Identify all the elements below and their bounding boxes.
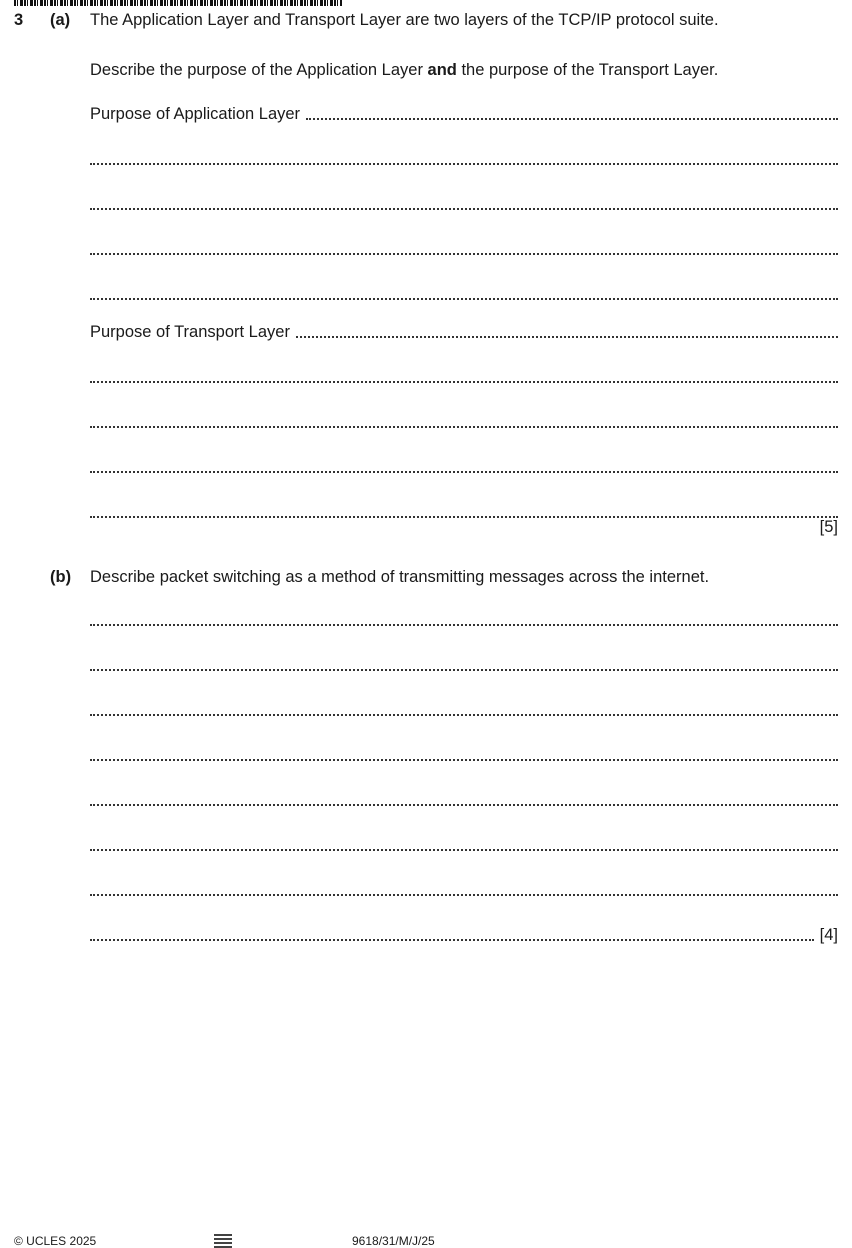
instruction-bold-and: and xyxy=(427,61,457,79)
part-b-answer-line-5[interactable] xyxy=(90,790,838,810)
footer-paper-code: 9618/31/M/J/25 xyxy=(352,1234,435,1248)
dotted-line xyxy=(90,804,838,806)
transport-layer-answer-line-1[interactable] xyxy=(90,322,838,342)
transport-layer-answer-line-2[interactable] xyxy=(90,367,838,387)
part-b-marks: [4] xyxy=(819,926,838,944)
dotted-line xyxy=(90,759,838,761)
dotted-line xyxy=(90,516,838,518)
part-b-answer-line-1[interactable] xyxy=(90,610,838,630)
footer-qr-code xyxy=(214,1232,232,1248)
part-a-intro: The Application Layer and Transport Layer are two layers of the TCP/IP protocol suite. xyxy=(90,11,719,29)
part-b-label: (b) xyxy=(50,568,72,586)
footer-copyright: © UCLES 2025 xyxy=(14,1234,97,1248)
part-b-answer-line-8[interactable] xyxy=(90,925,838,945)
dotted-line xyxy=(90,208,838,210)
part-b-answer-line-3[interactable] xyxy=(90,700,838,720)
part-b-prompt: Describe packet switching as a method of transmitting messages across the internet. xyxy=(90,568,710,586)
part-b-answer-line-6[interactable] xyxy=(90,835,838,855)
dotted-line xyxy=(90,624,838,626)
part-b-answer-line-4[interactable] xyxy=(90,745,838,765)
transport-layer-label: Purpose of Transport Layer xyxy=(90,323,290,341)
dotted-line xyxy=(90,253,838,255)
app-layer-answer-line-4[interactable] xyxy=(90,239,838,259)
dotted-line xyxy=(90,163,838,165)
app-layer-answer-line-3[interactable] xyxy=(90,194,838,214)
transport-layer-answer-line-5[interactable] xyxy=(90,502,838,522)
part-b-answer-line-7[interactable] xyxy=(90,880,838,900)
part-b-answer-line-2[interactable] xyxy=(90,655,838,675)
dotted-line xyxy=(90,714,838,716)
dotted-line xyxy=(90,471,838,473)
question-number: 3 xyxy=(14,11,24,29)
dotted-line xyxy=(296,336,838,338)
dotted-line xyxy=(90,381,838,383)
transport-layer-answer-line-4[interactable] xyxy=(90,457,838,477)
dotted-line xyxy=(90,894,838,896)
dotted-line xyxy=(90,426,838,428)
instruction-text-start: Describe the purpose of the Application Layer xyxy=(90,61,428,79)
part-a-label: (a) xyxy=(50,11,71,29)
dotted-line xyxy=(90,298,838,300)
app-layer-label: Purpose of Application Layer xyxy=(90,105,301,123)
app-layer-answer-line-5[interactable] xyxy=(90,284,838,304)
instruction-text-end: the purpose of the Transport Layer. xyxy=(456,61,719,79)
app-layer-answer-line-2[interactable] xyxy=(90,149,838,169)
dotted-line xyxy=(90,939,814,941)
dotted-line xyxy=(90,849,838,851)
part-a-marks: [5] xyxy=(819,518,838,536)
header-barcode xyxy=(14,0,342,6)
transport-layer-answer-line-3[interactable] xyxy=(90,412,838,432)
dotted-line xyxy=(90,669,838,671)
app-layer-answer-line-1[interactable] xyxy=(90,104,838,124)
dotted-line xyxy=(306,118,838,120)
part-a-instruction xyxy=(90,60,718,80)
